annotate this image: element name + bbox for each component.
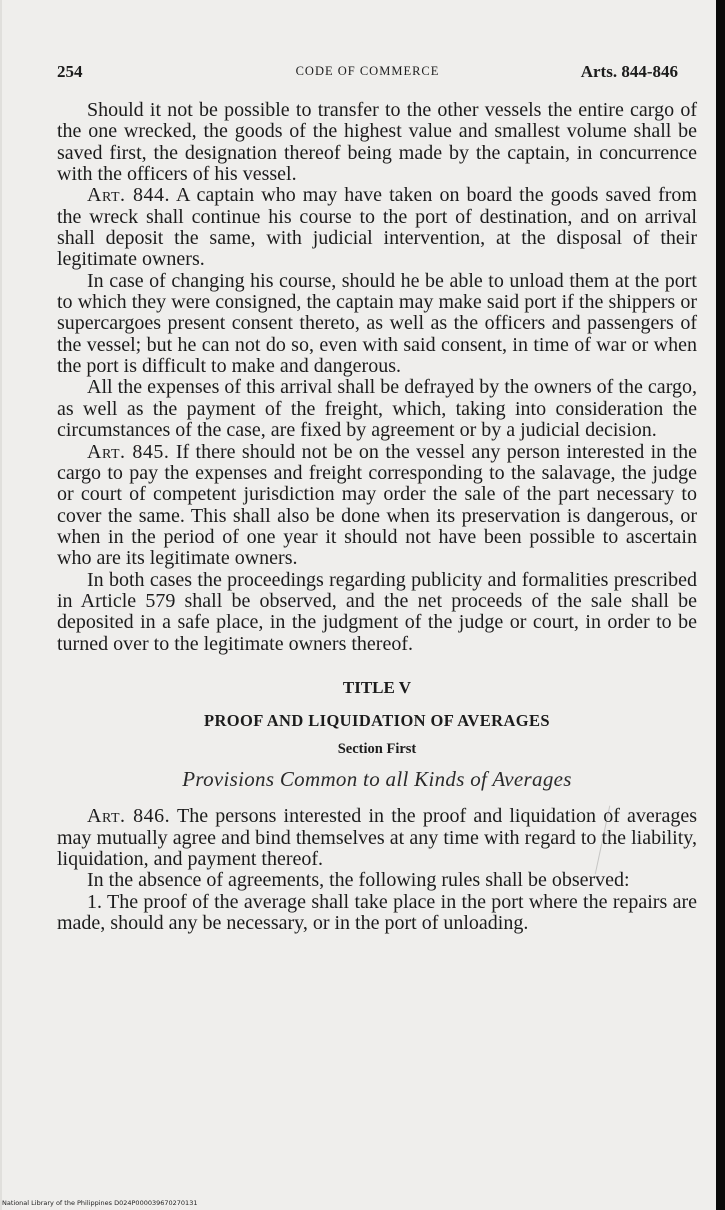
article-text: A captain who may have taken on board the goods saved from the wreck shall continue his course to the port of destination, and on arrival shall deposit the same, with judicial intervention, at the disposal of their legitimate owners.: [57, 184, 697, 271]
article-label: Art. 846.: [87, 805, 171, 828]
article-text: The persons interested in the proof and liquidation of averages may mutually agree and bind themselves at any time with regard to the liability, liquidation, and payment thereof.: [57, 805, 697, 870]
paragraph: 1. The proof of the average shall take place in the port where the repairs are made, should any be necessary, or in the port of unloading.: [57, 890, 697, 935]
article-range: Arts. 844-846: [580, 62, 678, 81]
page-header: [57, 62, 678, 86]
paragraph: Should it not be possible to transfer to the other vessels the entire cargo of the one wrecked, the goods of the highest value and smallest volume shall be saved first, the designation thereof being made by the captain, in concurrence with the officers of his vessel.: [57, 99, 697, 186]
article-846: [57, 806, 697, 870]
article-844: [57, 185, 697, 270]
article-text: If there should not be on the vessel any person interested in the cargo to pay the expenses and freight corresponding to the salavage, the judge or court of competent jurisdiction may order the sale of the part necessary to cover the same. This shall also be done when its preservation is dangerous, or when in the period of one year it should not have been possible to ascertain who are its legitimate owners.: [57, 440, 697, 570]
article-label: Art. 845.: [87, 440, 170, 463]
paragraph: In both cases the proceedings regarding publicity and formalities prescribed in Article 579 shall be observed, and the net proceeds of the sale shall be deposited in a safe place, in the judgment of the judge or court, in order to be turned over to the legitimate owners thereof.: [57, 568, 697, 655]
page-number: 254: [57, 62, 83, 81]
running-title: CODE OF COMMERCE: [295, 64, 440, 78]
article-label: Art. 844.: [87, 184, 171, 207]
title-subtitle: PROOF AND LIQUIDATION OF AVERAGES: [204, 711, 550, 731]
paragraph: In case of changing his course, should he be able to unload them at the port to which they were consigned, the captain may make said port if the shippers or supercargoes present consent thereto, as well as the officers and passengers of the vessel; but he can not do so, even with said consent, in time of war or when the port is difficult to make and dangerous.: [57, 269, 697, 378]
paragraph: In the absence of agreements, the following rules shall be observed:: [87, 869, 630, 892]
page-body: [57, 100, 697, 934]
subsection-heading: Provisions Common to all Kinds of Averages: [182, 766, 572, 791]
paragraph: All the expenses of this arrival shall be defrayed by the owners of the cargo, as well as the payment of the freight, which, taking into consideration the circumstances of the case, are fixed by agreement or by a judicial decision.: [57, 376, 697, 442]
scan-watermark: National Library of the Philippines D024P000039670270131: [2, 1199, 198, 1207]
section-heading: Section First: [337, 740, 417, 757]
title-heading: TITLE V: [342, 677, 412, 697]
article-845: [57, 442, 697, 570]
